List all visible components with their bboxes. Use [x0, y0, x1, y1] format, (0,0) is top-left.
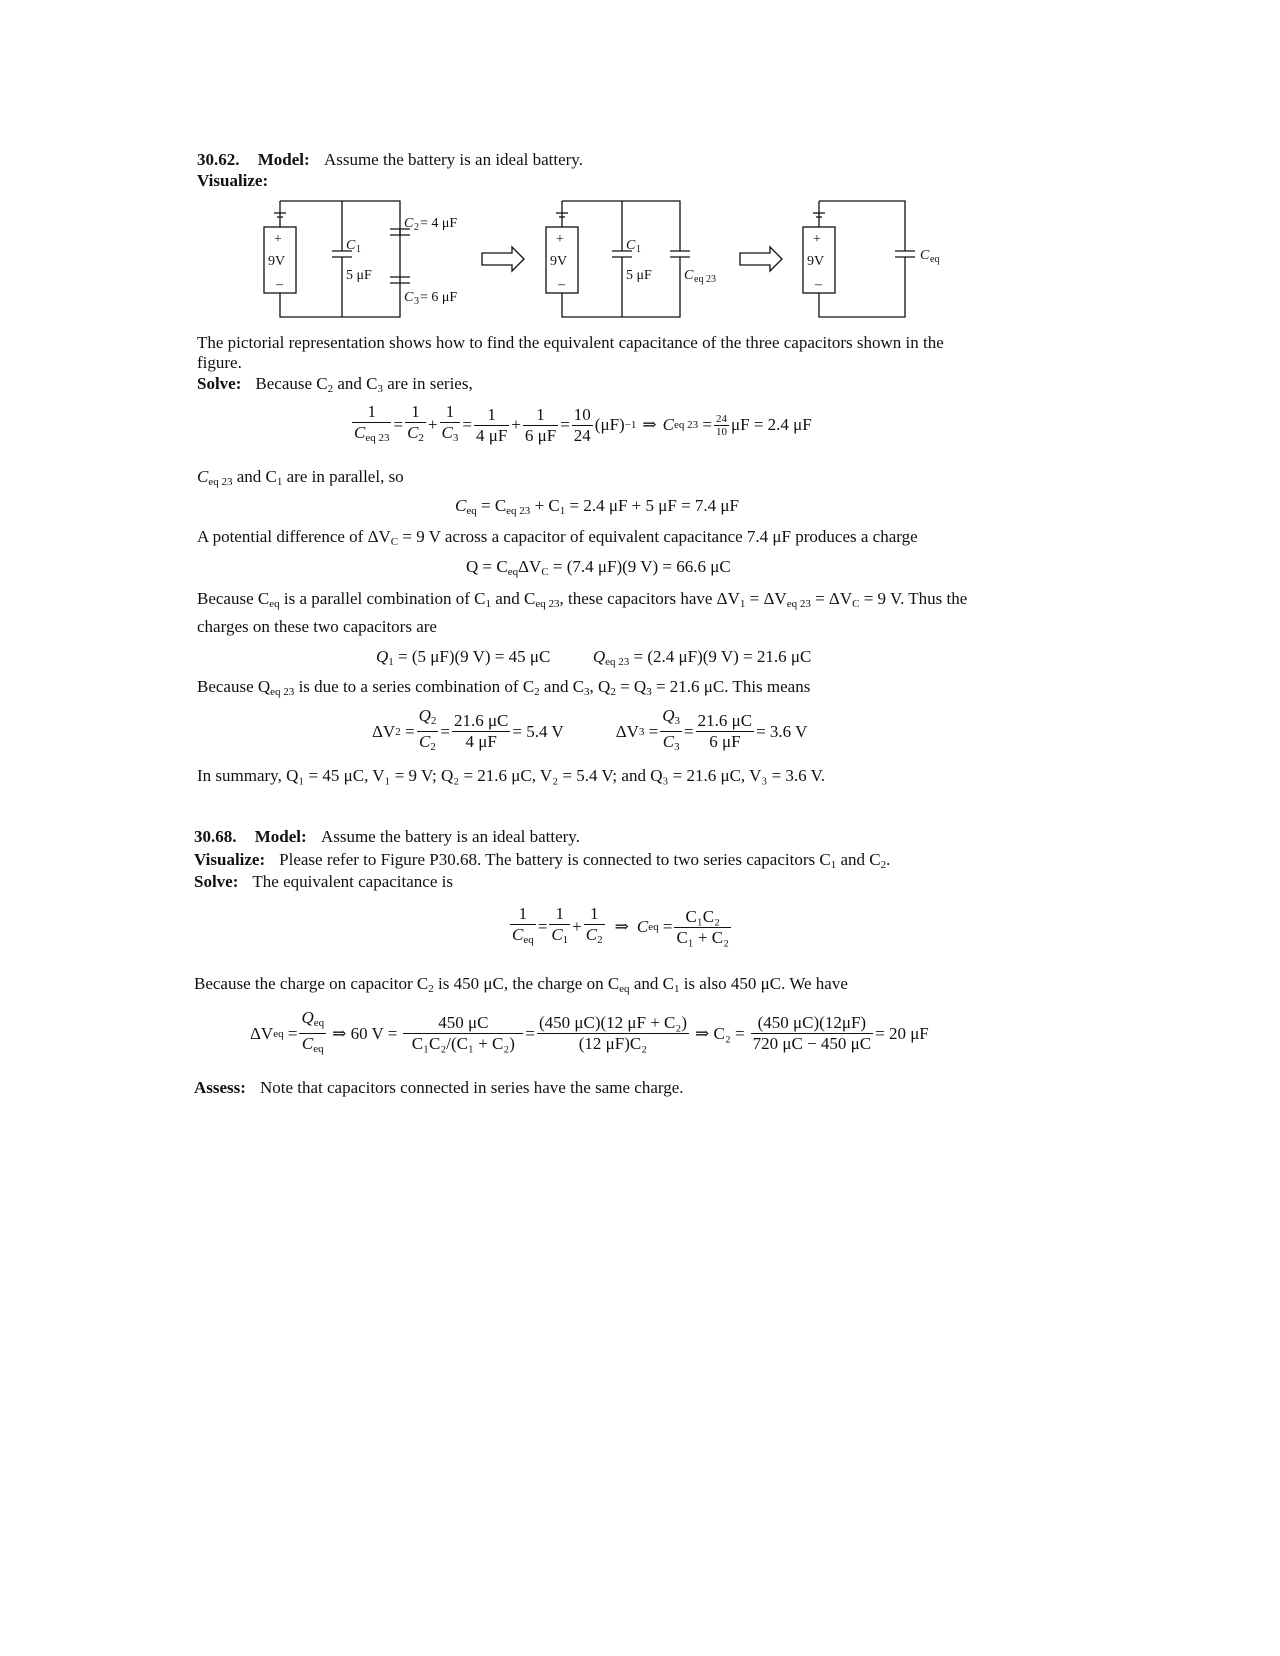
equation-parallel: $C_{eq} = C_{eq 23} + C_1 = 2.4$ μF + 5 μF = 7.4 μF — [455, 496, 739, 517]
visualize-line: Visualize: Please refer to Figure P30.68. The battery is connected to two series capacitors $C_1$ and $C_2$. — [194, 850, 891, 871]
ceq23-sub: eq 23 — [694, 274, 716, 285]
text: = ΔV — [810, 589, 853, 608]
c3-sub: 3 — [414, 296, 419, 307]
text: are in series, — [383, 374, 473, 393]
eq-result: = 20 μF — [875, 1023, 929, 1043]
para-series: Because $Q_{eq 23}$ is due to a series combination of $C_2$ and $C_3$, $Q_2 = Q_3 = 21.6$ μC. This means — [197, 677, 811, 698]
plus-sign: + — [274, 232, 282, 247]
text: . — [886, 850, 891, 869]
eq-term: ΔV — [615, 721, 639, 741]
eq-text: = (7.4 μF)(9 V) = 66.6 μC — [548, 557, 731, 576]
eq-num: 10 — [573, 404, 591, 424]
c1-value: 5 μF — [346, 268, 372, 283]
text: C — [197, 467, 209, 486]
eq-den: C — [441, 423, 453, 442]
eq-den: C₁C₂/(C₁ + C₂) — [411, 1034, 515, 1053]
model-text: Assume the battery is an ideal battery. — [323, 150, 583, 169]
text: is due to a series combination of C — [294, 677, 535, 696]
text: Because C — [255, 374, 328, 393]
eq-num: 1 — [523, 405, 558, 426]
equation-solve-c2: ΔV eq = $\frac{Q_{eq}}{C_{eq}}$ ⇒ 60 V = $\frac{450 \mu C}{\text{C₁C₂/(C₁ + C₂)}}$ = $\frac{\text{(450 μC)(12 μF + C₂)}}{\text{(12 μF)C₂}}$ ⇒ C₂ = $\frac{(450 \mu C)(12\mu F)}{720 \mu C - 450 \mu C}$ = 20 μF — [250, 1008, 929, 1055]
equation-series-capacitance: $\frac{1}{C_{eq 23}}$ = $\frac{1}{C_2}$ + $\frac{1}{C_3}$ = $\frac{1}{4 \mu F}$ + $\frac{1}{6 \mu F}$ = $\frac{10}{24}$ (μF) −1 ⇒ C eq 23 = $\frac{24}{10}$ μF = 2.4 μF — [354, 402, 812, 445]
model-label: Model: — [257, 150, 310, 169]
problem-number: 30.68. — [194, 827, 237, 846]
summary-line: In summary, Q₁ = 45 μC, V₁ = 9 V; Q₂ = 21.6 μC, V₂ = 5.4 V; and Q₃ = 21.6 μC, V₃ = 3.6 V. — [197, 766, 825, 785]
ceq-sub: eq — [930, 254, 940, 265]
eq-result: = 5.4 V — [512, 721, 564, 741]
eq-den: C — [551, 925, 563, 944]
eq-num: 1 — [549, 904, 570, 925]
eq-text: + C — [530, 496, 560, 515]
assess-text: Note that capacitors connected in series have the same charge. — [259, 1078, 684, 1097]
para-line: figure. — [197, 353, 242, 372]
eq-num: 1 — [405, 402, 426, 423]
visualize-label: Visualize: — [194, 850, 266, 869]
eq-text: ⇒ 60 V = — [332, 1023, 398, 1043]
battery-voltage: 9V — [807, 254, 825, 269]
eq-text: = 2.4 μF + 5 μF = 7.4 μF — [565, 496, 739, 515]
problem-number: 30.62. — [197, 150, 240, 169]
eq-den: C — [662, 732, 675, 751]
text: = Q — [615, 677, 647, 696]
eq-num: 450 μC — [403, 1013, 523, 1034]
eq-den: 6 μF — [524, 425, 557, 445]
eq-den: C — [512, 925, 524, 944]
eq-num: C₁C₂ — [674, 907, 731, 928]
text: and C — [539, 677, 585, 696]
eq-num: 1 — [474, 405, 509, 426]
capacitor-circuit-diagram — [250, 195, 970, 325]
eq-result: = 3.6 V — [756, 721, 808, 741]
eq-num: Q — [662, 706, 675, 725]
c1-sub: 1 — [356, 244, 361, 255]
eq-den: C — [585, 925, 598, 944]
parallel-line: $C_{eq 23}$ and $C_1$ are in parallel, so — [197, 467, 404, 488]
eq-num: 1 — [510, 904, 536, 925]
text: are in parallel, so — [282, 467, 404, 486]
eq-text: = (5 μF)(9 V) = 45 μC — [393, 647, 551, 666]
eq-den: C — [301, 1034, 314, 1053]
minus-sign: – — [815, 277, 822, 292]
problem-30-68-header — [194, 827, 580, 847]
eq-den: 720 μC − 450 μC — [752, 1034, 872, 1053]
para-charge: A potential difference of $\Delta V_C = 9$ V across a capacitor of equivalent capacitance 7.4 μF produces a charge — [197, 527, 918, 548]
eq-exp: −1 — [624, 419, 637, 431]
text: , Q — [589, 677, 611, 696]
text: The equivalent capacitance is — [252, 872, 453, 891]
text: and C — [629, 974, 674, 993]
model-label: Model: — [254, 827, 307, 846]
eq-text: ΔV — [518, 557, 542, 576]
eq-unit: (μF) — [594, 415, 625, 434]
minus-sign: – — [558, 277, 565, 292]
c3-value: = 6 μF — [420, 290, 458, 305]
text: = ΔV — [745, 589, 787, 608]
ceq23-label: C — [684, 268, 694, 283]
text: Because C — [197, 589, 270, 608]
text: = 9 V. Thus the — [859, 589, 968, 608]
plus-sign: + — [813, 232, 821, 247]
equation-charges: $Q_1 = (5$ μF)(9 V) = 45 μC $Q_{eq 23} = (2.4$ μF)(9 V) = 21.6 μC — [376, 647, 812, 668]
c1-label: C — [626, 238, 636, 253]
para-because: Because $C_{eq}$ is a parallel combination of $C_1$ and $C_{eq 23}$, these capacitors have $\Delta V_1 = \Delta V_{eq 23} = \Delta V_C = 9$ V. Thus the — [197, 589, 968, 610]
eq-num: 21.6 μC — [453, 711, 509, 730]
c1-sub: 1 — [636, 244, 641, 255]
ceq-label: C — [920, 248, 930, 263]
c1-label: C — [346, 238, 356, 253]
implies-symbol: ⇒ — [614, 917, 629, 936]
assess-line — [194, 1078, 684, 1098]
para-pictorial — [197, 333, 944, 373]
solve-label: Solve: — [194, 872, 239, 891]
equation-voltages: ΔV 2 = $\frac{Q_2}{C_2}$ = $\frac{21.6 \mu C}{4 \mu F}$ = 5.4 V ΔV 3 = $\frac{Q_3}{C_3}$ = $\frac{21.6 \mu C}{6 \mu F}$ = 3.6 V — [372, 706, 808, 753]
eq-text: = C — [480, 496, 507, 515]
c2-label: C — [404, 216, 414, 231]
eq-num: (450 μC)(12μF) — [751, 1013, 874, 1034]
eq-num: 24 — [716, 412, 727, 425]
text: A potential difference of ΔV — [197, 527, 391, 546]
eq-term: ΔV — [250, 1023, 274, 1043]
c1-value: 5 μF — [626, 268, 652, 283]
eq-text: = (2.4 μF)(9 V) = 21.6 μC — [629, 647, 812, 666]
text: is 450 μC, the charge on C — [433, 974, 620, 993]
eq-den: 4 μF — [475, 425, 508, 445]
eq-den: C — [407, 423, 419, 442]
battery-voltage: 9V — [550, 254, 568, 269]
text: , these capacitors have ΔV — [559, 589, 740, 608]
text: Please refer to Figure P30.68. The battery is connected to two series capacitors C — [279, 850, 831, 869]
c3-label: C — [404, 290, 414, 305]
eq-num: 21.6 μC — [697, 711, 753, 730]
eq-num: (450 μC)(12 μF + C₂) — [538, 1013, 687, 1032]
text: is also 450 μC. We have — [679, 974, 848, 993]
eq-num: Q — [418, 706, 431, 725]
eq-den: 10 — [716, 425, 727, 438]
text: = 9 V across a capacitor of equivalent capacitance 7.4 μF produces a charge — [398, 527, 918, 546]
eq-num: Q — [301, 1008, 314, 1027]
solve-label: Solve: — [197, 374, 242, 393]
battery-voltage: 9V — [268, 254, 286, 269]
eq-term: ΔV — [372, 721, 396, 741]
eq-result: μF = 2.4 μF — [731, 415, 812, 434]
eq-den: C — [354, 423, 366, 442]
text: and C — [232, 467, 277, 486]
solve-line — [194, 872, 453, 892]
eq-num: 1 — [584, 904, 605, 925]
eq-num: 1 — [352, 402, 391, 423]
eq-den: (12 μF)C₂ — [578, 1034, 648, 1053]
eq-text: ⇒ C₂ = — [695, 1023, 745, 1043]
eq-term: C — [636, 917, 649, 936]
assess-label: Assess: — [194, 1078, 246, 1097]
para-line: The pictorial representation shows how to find the equivalent capacitance of the three capacitors shown in the — [197, 333, 944, 352]
equation-charge: $Q = C_{eq}\Delta V_C = (7.4$ μF)(9 V) = 66.6 μC — [466, 557, 731, 578]
text: Because the charge on capacitor C — [194, 974, 429, 993]
eq-text: Q = C — [466, 557, 508, 576]
text: Because Q — [197, 677, 271, 696]
para-charge-450: Because the charge on capacitor $C_2$ is 450 μC, the charge on $C_{eq}$ and $C_1$ is also 450 μC. We have — [194, 974, 848, 995]
eq-den: 4 μF — [465, 732, 497, 751]
c2-sub: 2 — [414, 222, 419, 233]
eq-den: C₁ + C₂ — [676, 927, 730, 947]
equation-equivalent-capacitance: $\frac{1}{C_{eq}}$ = $\frac{1}{C_1}$ + $\frac{1}{C_2}$ ⇒ C eq = $\frac{\text{C₁C₂}}{\text{C₁ + C₂}}$ — [512, 904, 730, 947]
plus-sign: + — [556, 232, 564, 247]
problem-30-62-header — [197, 150, 583, 170]
para-because-line2: charges on these two capacitors are — [197, 617, 437, 636]
text: = 21.6 μC. This means — [651, 677, 811, 696]
visualize-label: Visualize: — [197, 171, 269, 190]
minus-sign: – — [276, 277, 283, 292]
eq-num: 1 — [440, 402, 461, 423]
solve-line: Solve: Because $C_2$ and $C_3$ are in series, — [197, 374, 473, 395]
text: and C — [490, 589, 536, 608]
text: and C — [333, 374, 378, 393]
implies-symbol: ⇒ — [642, 415, 657, 434]
text: and C — [836, 850, 881, 869]
text: is a parallel combination of C — [279, 589, 486, 608]
eq-den: C — [419, 732, 431, 751]
eq-den: 6 μF — [709, 732, 741, 751]
model-text: Assume the battery is an ideal battery. — [320, 827, 580, 846]
eq-den: 24 — [573, 425, 591, 445]
eq-sub: eq 23 — [674, 419, 699, 431]
eq-term: C — [662, 415, 675, 434]
eq-sub: eq 23 — [365, 432, 390, 444]
c2-value: = 4 μF — [420, 216, 458, 231]
